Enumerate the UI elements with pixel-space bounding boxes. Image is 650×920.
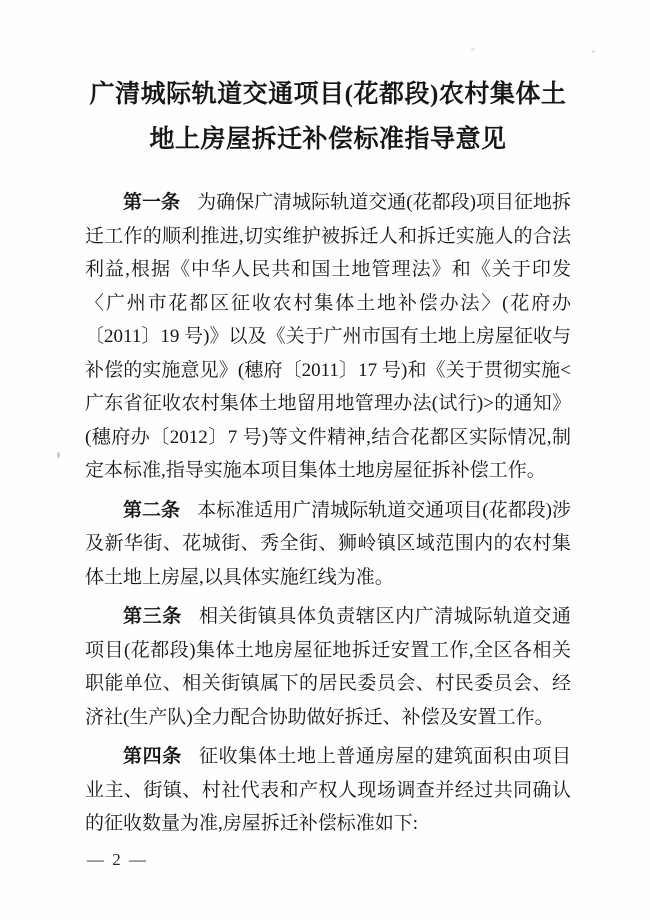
scan-speck [471,48,475,51]
article-4-label: 第四条 [123,746,182,767]
article-3-text: 相关街镇具体负责辖区内广清城际轨道交通项目(花都段)集体土地房屋征地拆迁安置工作,全区各相关职能单位、相关街镇属下的居民委员会、村民委员会、经济社(生产队)全力配合协助做好拆迁、补偿及安置工作。 [85,606,571,728]
article-2-paragraph [85,494,571,595]
scan-speck [57,452,60,458]
document-title-line-1: 广清城际轨道交通项目(花都段)农村集体土 [89,81,567,108]
article-1-label: 第一条 [123,192,181,213]
scan-speck [592,50,595,53]
article-1-text: 为确保广清城际轨道交通(花都段)项目征地拆迁工作的顺利推进,切实维护被拆迁人和拆迁实施人的合法利益,根据《中华人民共和国土地管理法》和《关于印发〈广州市花都区征收农村集体土地补偿办法〉(花府办〔2011〕19 号)》以及《关于广州市国有土地上房屋征收与补偿的实施意见》(穗府〔2011〕17 号)和《关于贯彻实施<广东省征收农村集体土地留用地管理办法(试行)>的通知》(穗府办〔2012〕7 号)等文件精神,结合花都区实际情况,制定本标准,指导实施本项目集体土地房屋征拆补偿工作。 [85,192,571,481]
article-4-text: 征收集体土地上普通房屋的建筑面积由项目业主、街镇、村社代表和产权人现场调查并经过共同确认的征收数量为准,房屋拆迁补偿标准如下: [85,746,571,834]
article-3-paragraph [85,600,571,734]
page-number: — 2 — [87,850,148,869]
article-1-paragraph [85,186,571,488]
article-4-paragraph [85,740,571,841]
document-title [85,0,571,162]
document-body [85,186,571,841]
document-title-line-2: 地上房屋拆迁补偿标准指导意见 [149,126,507,153]
article-2-label: 第二条 [123,499,181,521]
article-2-text: 本标准适用广清城际轨道交通项目(花都段)涉及新华街、花城街、秀全街、狮岭镇区域范围内的农村集体土地上房屋,以具体实施红线为准。 [85,499,571,588]
article-3-label: 第三条 [123,606,182,627]
